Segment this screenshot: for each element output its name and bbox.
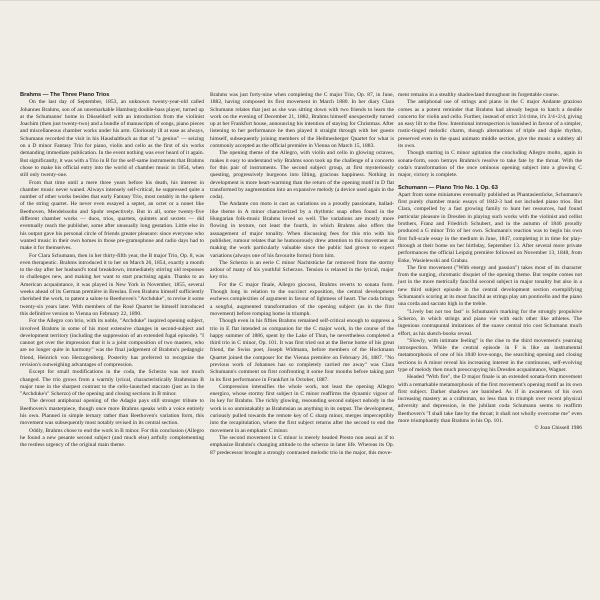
paragraph: The first movement ("With energy and passion") takes most of its character from the surging, chromatic disquiet of the opening theme. But respite comes not just in the more metrically fanciful second subject in major tonality but also in a new third subject episode in the central development section exemplifying Schumann's scoring at its most fanciful as strings play am ponticello and the piano una corda and sacrato high in the treble. [398, 264, 582, 308]
paragraph: Oddly, Brahms chose to end the work in B minor. For this conclusion (Allegro he found a new pesante second subject (and much else) artfully complementing the restless urgency of the original main theme. [20, 427, 204, 449]
paragraph: Brahms was just forty-nine when completing the C major Trio, Op. 87, in June, 1882, having composed its first movement in March 1880. In her diary Clara Schumann relates that just as she was sitting down with two friends to learn the work on the evening of December 21, 1882, Brahms himself unexpectedly turned up at her Frankfurt house, announcing his intention of staying for Christmas. After listening to her performance he then played it straight through with her guests himself, subsequently joining members of the Hellmesberger Quartet for what is commonly accepted as the official première in Vienna on March 15, 1883. [210, 92, 394, 150]
paragraph: Though even in his fifties Brahms remained self-critical enough to suppress a trio in E flat intended as companion for the C major work, in the course of the happy summer of 1886, spent by the Lake of Thun, he nevertheless completed a third trio in C minor, Op. 101. It was first tried out at the Berne home of his great friend, the Swiss poet, Joseph Widmann, before members of the Hockmann Quartet joined the composer for the Vienna première on February 26, 1887. "No previous work of Johannes has so completely carried me away" was Clara Schumann's comment on first confronting it some four months before taking part in its first performance in Frankfurt in October, 1887. [210, 318, 394, 383]
paragraph: For Clara Schumann, then in her thirty-fifth year, the B major Trio, Op. 8, was even therapeutic. Brahms introduced it to her on March 26, 1854, exactly a month to the day after her husband's total breakdown, immediately stirring old responses to challenges new, and making her want to start practising again. Thanks to an American acquaintance, it was played in New York in November, 1855, several weeks ahead of its German première in Breslau. Even Brahms himself sufficiently cherished the work, to patent a salute to Beethoven's "Archduke", to revise it some twenty-six years later. With members of the Rosé Quartet he himself introduced this definitive version to Vienna on February 22, 1890. [20, 252, 204, 317]
paragraph: Headed "With fire", the D major finale is an extended sonata-form movement with a remarkable metamorphosis of the first movement's opening motif as its own first subject. Darker shadows are banished. As if in awareness of his own increasing mastery as a craftsman, no less than in triumph over recent physical adversity and depression, in the jubilant coda Schumann seems to reaffirm Beethoven's "I shall take fate by the throat; it shall not wholly overcome me" even more triumphantly than Brahms in his Op. 101. [398, 374, 583, 425]
paragraph: Compression intensifies the whole work, not least the opening Allegro energico, whose stormy first subject in C minor reaffirms the dynamic vigour of its key for Brahms. The richly glowing, resounding second subject nobody in the work is so unmistakably as Brahmsian as anything in its output. The development, curiously pulled towards the remote key of C sharp minor, merges imperceptibly into the recapitulation, where the first subject returns after the second to end the movement in an emphatic C minor. [210, 383, 394, 434]
paragraph: The opening theme of the Allegro, with violin and cello in glowing octaves, makes it easy to understand why Brahms soon took up the challenge of a concerto for this pair of instruments. The second subject group, at first mysteriously questing, progressively burgeons into lilting, gracious happiness. Nothing in development is more heart-warming than the return of the opening motif in D flat transformed by augmentation into an expansive melody (a device used again in the coda). [210, 150, 394, 201]
paragraph: From that time until a mere three years before his death, his interest in chamber music never waned. Always intensely self-critical, he suppressed quite a number of other works besides that early Fantasy Trio, most notably in the sphere of the string quartet. He never even essayed a septet, an octet or a nonet like Beethoven, Mendelssohn and Spohr respectively. But in all, some twenty-five different chamber works — duos, trios, quartets, quintets and sextets — did eventually reach the publisher, some after unusually long gestation. Little else in his output gave his personal circle of friends greater pleasure: since everyone who wanted music in their own homes in those pre-gramophone and radio days had to make it for themselves. [20, 179, 204, 252]
paragraph: Apart from some miniatures eventually published as Phantasiestücke, Schumann's first purely chamber music essays of 1842-3 had not included piano trios. But Clara, compelled by a fast growing family to hunt her resources, had found particular pleasure in Dresden in playing such works with the violinist and cellist brothers, Franz and Friedrich Schubert, and in the autumn of 1846 proudly produced a G minor Trio of her own. Schumann's reaction was to begin his own first full-scale essay in the medium in June, 1847, completing it in time for play-through at their home on her birthday, September 13. After several more private performances the official Leipzig première followed on November 13, 1848, from Enke, Wasielewski and Grabau. [398, 191, 582, 264]
column-2 [210, 92, 394, 457]
paragraph: "Lively but not too fast" is Schumann's marking for the strongly propulsive Scherzo, in which strings and piano vie with each other like athletes. The ingenious contrapuntal imitations of the suave central trio cost Schumann much effort, as his sketch-books reveal. [398, 308, 582, 337]
paragraph: ment remains in a stealthy shadowland throughout its forgettable course. [398, 92, 560, 98]
paragraph: The Scherzo is an eerie C minor Nachtstücke far removed from the stormy ardour of many of his youthful Scherzos. Tension is relaxed in the lyrical, major key trio. [210, 259, 394, 281]
paragraph: The antiphonal use of strings and piano in the C major Andante grazioso comes as a potent reminder that Brahms had already begun to hatch a double concerto for violin and cello. Further, instead of strict 3/4 time, it's 3/4+2/4, giving an easy lilt to the flow. Intentional introspection is banished in favour of a simpler, rustic-tinged melodic charm, though alternations of triple and duple rhythm, preserved even in the quasi animato middle section, give the music a subtlety all its own. [398, 99, 582, 150]
paragraph: The second movement in C minor is merely headed Presto non assai as if to emphasize Brahms's changing attitude to the scherzo in later life. Whereas its Op. 87 predecessor brought a strongly contrasted melodic trio in the major, this move- [210, 434, 394, 456]
paragraph: On the last day of September, 1853, an unknown twenty-year-old called Johannes Brahms, son of an unremarkable Hamburg double-bass player, turned up at the Schumanns' home in Düsseldorf with an introduction from the violinist Joachim (then just twenty-two) and a bundle of manuscripts of songs, piano pieces and miscellaneous chamber works under his arm. Gloriously ill at ease as always, Schumann recorded the visit in his Haushaltbuch as that of "a genius" — seizing on a D minor Fantasy Trio for piano, violin and cello as the first of six works demanding immediate publication. In the event nothing was ever heard of it again. But significantly, it was with a Trio in B for the self-same instruments that Brahms chose to make his official entry into the world of chamber music in 1854, when still only twenty-one. [20, 99, 204, 179]
paragraph: For the Allegro con brio, with its noble, "Archduke" inspired opening subject, involved Brahms in some of his most extensive changes in second-subject and development territory (including the suppression of an extended fugal episode). "I cannot get over the impression that it is a joint composition of two masters, who are no longer quite in harmony" was the final judgement of Brahms's pedagogic friend, Heinrich von Herzogenberg. Posterity has preferred to recognize the revision's outweighing advantages of compression. [20, 318, 204, 368]
copyright-signature: © Joan Chissell 1986 [534, 425, 582, 432]
top-edge [0, 0, 600, 1]
heading-schumann-trio: Schumann — Piano Trio No. 1 Op. 63 [398, 184, 498, 191]
paragraph: "Slowly, with intimate feeling" is the clue to the third movement's yearning introspection. While the central episode in F is like an instrumental metamorphosis of one of his 1840 love-songs, the searching opening and closing sections in A minor reveal his increasing interest in the continuous, self-evolving type of melody then much preoccupying his Dresden acquaintance, Wagner. [398, 337, 582, 373]
paragraph: For the C major finale, Allegro giocoso, Brahms reverts to sonata form. Though long in relation to the succinct exposition, the central development eschews complexities of argument in favour of lightness of heart. The coda brings a songful, augmented transformation of the opening subject (as in the first movement) before romping home in triumph. [210, 281, 394, 317]
paragraph: The devout antiphonal opening of the Adagio pays still stronger tribute to Beethoven's masterpiece, though once more Brahms speaks with a voice entirely his own. Planned in simple ternary rather than Beethoven's variation form, this movement was subsequently most notably revised in its central section. [20, 398, 204, 427]
heading-brahms-trios: Brahms — The Three Piano Trios [20, 92, 110, 98]
paragraph: Except for small modifications in the coda, the Scherzo was not much changed. The trio grows from a warmly lyrical, characteristically Brahmsian B major tune in the sharpest contrast to the cello-launched staccato (just as in the "Archduke's" Scherzo) of the opening and closing sections in B minor. [20, 369, 204, 398]
column-3 [398, 92, 582, 433]
column-1 [20, 92, 204, 450]
paragraph: The Andante con moto is cast as variations on a proudly passionate, ballad-like theme in A minor characterized by a rhythmic snap often found in the Hungarian folk-music Brahms loved so well. The variations are mostly more flowing in texture, not least the fourth, in which Brahms also offers the assuagement of major tonality. When discussing fees for this trio with his publisher, rumour relates that he humourously drew attention to this movement as making the work particularly valuable since the public had grown to expect variations (always one of his favourite forms) from him. [210, 201, 394, 259]
paragraph: Though starting in C minor agitation the concluding Allegro molto, again in sonata-form, soon betrays Brahms's resolve to take fate by the throat. With the coda's transformation of the once ominous opening subject into a glowing C major, victory is complete. [398, 150, 582, 179]
